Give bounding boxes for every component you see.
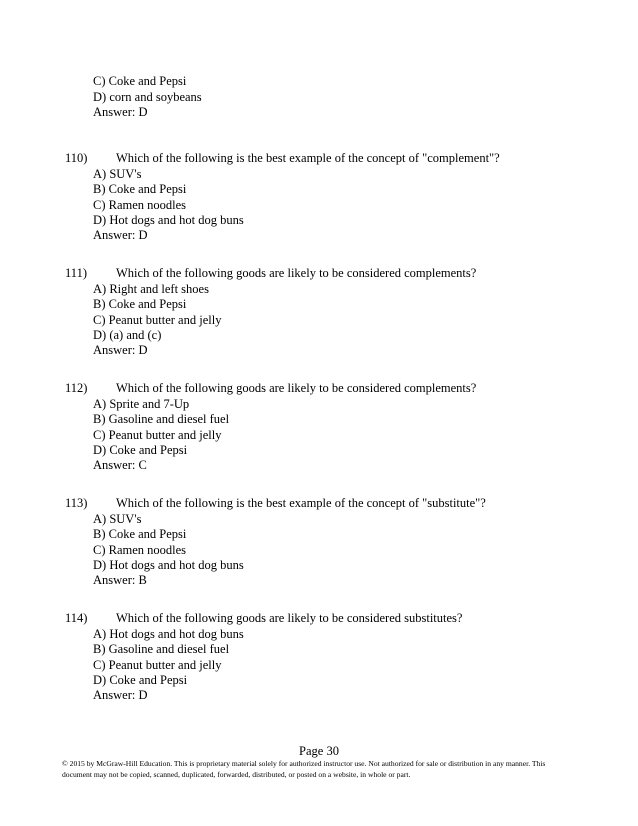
answer: Answer: D xyxy=(93,228,148,242)
question-text: Which of the following goods are likely to be considered substitutes? xyxy=(116,611,463,625)
option-d: D) corn and soybeans xyxy=(93,90,202,104)
question-text: Which of the following is the best example of the concept of "substitute"? xyxy=(116,496,486,510)
answer: Answer: D xyxy=(93,105,148,119)
answer: Answer: D xyxy=(93,343,148,357)
option-b: B) Coke and Pepsi xyxy=(93,297,187,311)
option-c: C) Ramen noodles xyxy=(93,198,187,212)
question-text: Which of the following goods are likely to be considered complements? xyxy=(116,381,477,395)
option-a: A) Right and left shoes xyxy=(93,282,209,296)
copyright-line: © 2015 by McGraw-Hill Education. This is proprietary material solely for authorized instructor use. Not authorized for sale or distribution in any manner. This xyxy=(62,759,546,768)
question-number: 110) xyxy=(65,151,88,165)
option-c: C) Peanut butter and jelly xyxy=(93,428,222,442)
option-a: A) SUV's xyxy=(93,167,142,181)
answer: Answer: B xyxy=(93,573,147,587)
question-number: 114) xyxy=(65,611,88,625)
copyright-line: document may not be copied, scanned, duplicated, forwarded, distributed, or posted on a website, in whole or part. xyxy=(62,769,411,779)
option-d: D) Coke and Pepsi xyxy=(93,673,188,687)
option-d: D) Coke and Pepsi xyxy=(93,443,188,457)
option-d: D) Hot dogs and hot dog buns xyxy=(93,213,244,227)
question-number: 113) xyxy=(65,496,88,510)
page-number: Page 30 xyxy=(299,744,339,758)
option-a: A) Hot dogs and hot dog buns xyxy=(93,627,244,641)
option-c: C) Peanut butter and jelly xyxy=(93,313,222,327)
copyright-notice xyxy=(62,759,562,780)
option-c: C) Ramen noodles xyxy=(93,543,187,557)
option-b: B) Gasoline and diesel fuel xyxy=(93,412,230,426)
question-text: Which of the following is the best example of the concept of "complement"? xyxy=(116,151,500,165)
answer: Answer: D xyxy=(93,688,148,702)
option-b: B) Coke and Pepsi xyxy=(93,527,187,541)
option-c: C) Coke and Pepsi xyxy=(93,74,187,88)
option-d: D) (a) and (c) xyxy=(93,328,162,342)
option-d: D) Hot dogs and hot dog buns xyxy=(93,558,244,572)
option-a: A) Sprite and 7-Up xyxy=(93,397,190,411)
question-text: Which of the following goods are likely to be considered complements? xyxy=(116,266,477,280)
question-number: 112) xyxy=(65,381,88,395)
option-a: A) SUV's xyxy=(93,512,142,526)
question-number: 111) xyxy=(65,266,87,280)
option-b: B) Coke and Pepsi xyxy=(93,182,187,196)
option-c: C) Peanut butter and jelly xyxy=(93,658,222,672)
option-b: B) Gasoline and diesel fuel xyxy=(93,642,230,656)
answer: Answer: C xyxy=(93,458,147,472)
